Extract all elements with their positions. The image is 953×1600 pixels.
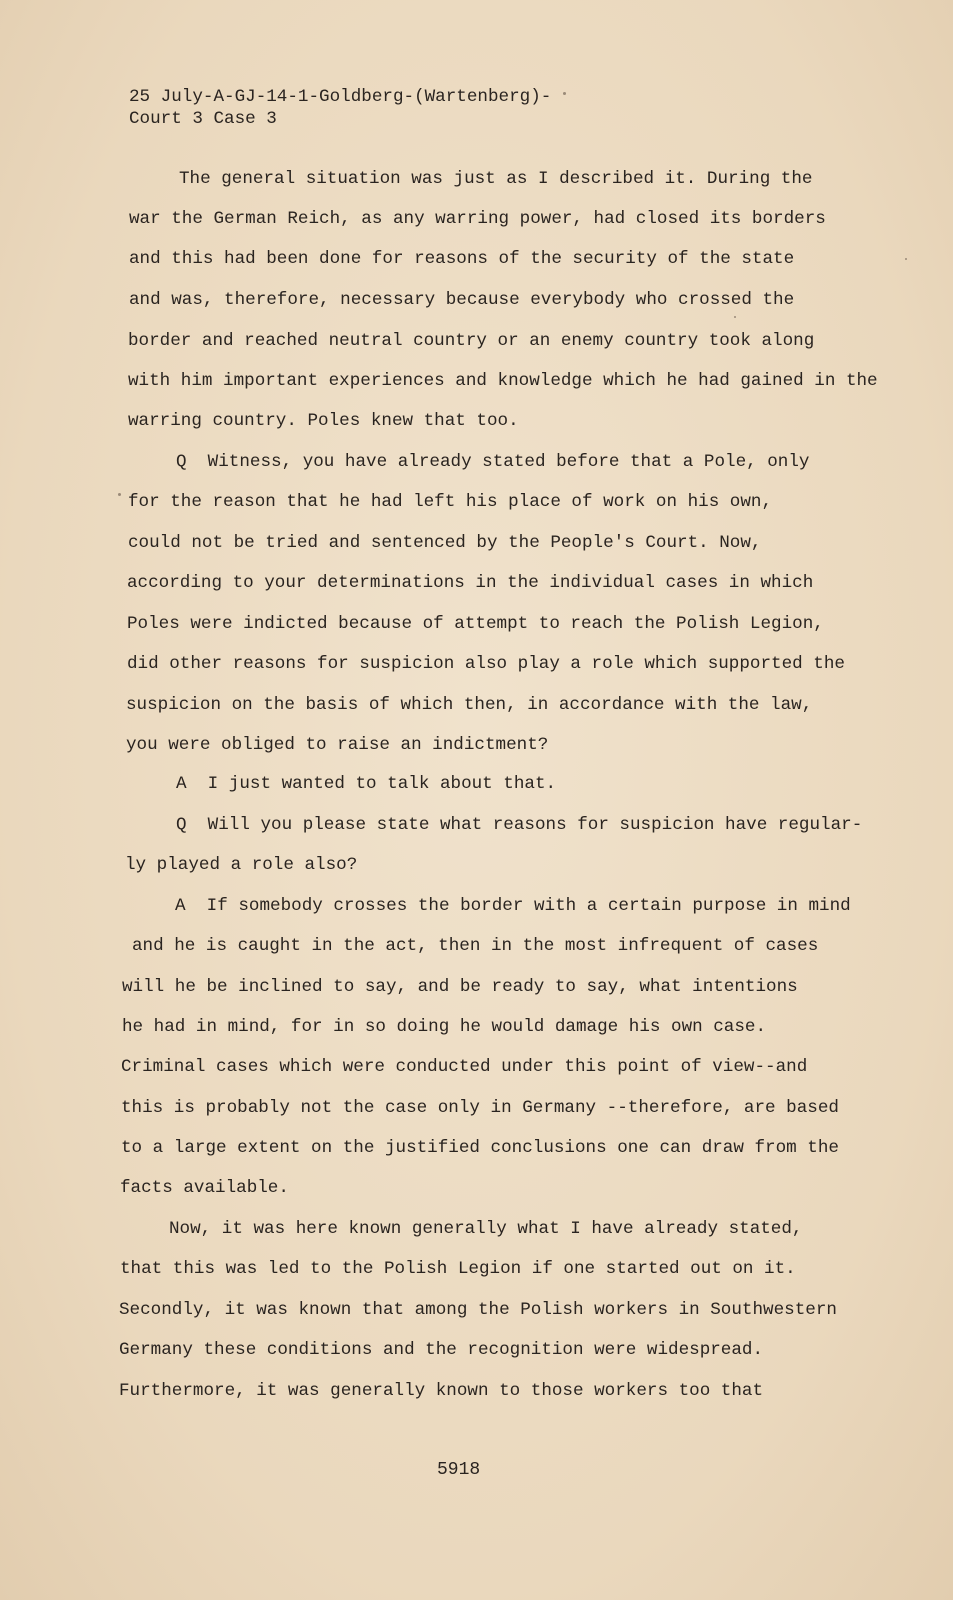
paper-speck [734, 316, 736, 318]
page-number: 5918 [437, 1460, 481, 1480]
text-line: that this was led to the Polish Legion if one started out on it. [120, 1259, 796, 1279]
paper-speck [563, 92, 566, 95]
paper-speck [905, 258, 907, 260]
header-line-date-case: 25 July-A-GJ-14-1-Goldberg-(Wartenberg)- [129, 87, 552, 107]
text-line: The general situation was just as I described it. During the [179, 169, 813, 189]
text-line: war the German Reich, as any warring power, had closed its borders [129, 209, 826, 229]
text-line: Now, it was here known generally what I have already stated, [169, 1219, 803, 1239]
header-line-court: Court 3 Case 3 [129, 109, 277, 129]
text-line: he had in mind, for in so doing he would damage his own case. [122, 1017, 767, 1037]
text-line: will he be inclined to say, and be ready to say, what intentions [122, 977, 798, 997]
text-line: could not be tried and sentenced by the People's Court. Now, [128, 533, 762, 553]
text-line: and was, therefore, necessary because everybody who crossed the [129, 290, 795, 310]
text-line: you were obliged to raise an indictment? [126, 735, 549, 755]
answer-line: A If somebody crosses the border with a certain purpose in mind [175, 896, 851, 916]
text-line: with him important experiences and knowledge which he had gained in the [128, 371, 878, 391]
text-line: this is probably not the case only in Germany --therefore, are based [121, 1098, 839, 1118]
text-line: Furthermore, it was generally known to those workers too that [119, 1381, 764, 1401]
text-line: border and reached neutral country or an enemy country took along [128, 331, 815, 351]
text-line: did other reasons for suspicion also play a role which supported the [127, 654, 845, 674]
question-line: Q Will you please state what reasons for suspicion have regular- [176, 815, 863, 835]
text-line: facts available. [120, 1178, 289, 1198]
text-line: according to your determinations in the individual cases in which [127, 573, 814, 593]
text-line: Secondly, it was known that among the Polish workers in Southwestern [119, 1300, 837, 1320]
text-line: to a large extent on the justified conclusions one can draw from the [121, 1138, 839, 1158]
paper-speck [118, 493, 121, 496]
answer-line: A I just wanted to talk about that. [176, 774, 557, 794]
text-line: Criminal cases which were conducted under this point of view--and [121, 1057, 808, 1077]
text-line: Poles were indicted because of attempt to reach the Polish Legion, [127, 614, 824, 634]
question-line: Q Witness, you have already stated before that a Pole, only [176, 452, 810, 472]
text-line: suspicion on the basis of which then, in accordance with the law, [126, 695, 813, 715]
text-line: ly played a role also? [125, 855, 358, 875]
text-line: warring country. Poles knew that too. [128, 411, 519, 431]
text-line: Germany these conditions and the recognition were widespread. [119, 1340, 764, 1360]
text-line: for the reason that he had left his place of work on his own, [128, 492, 773, 512]
text-line: and this had been done for reasons of the security of the state [129, 249, 795, 269]
text-line: and he is caught in the act, then in the most infrequent of cases [132, 936, 819, 956]
